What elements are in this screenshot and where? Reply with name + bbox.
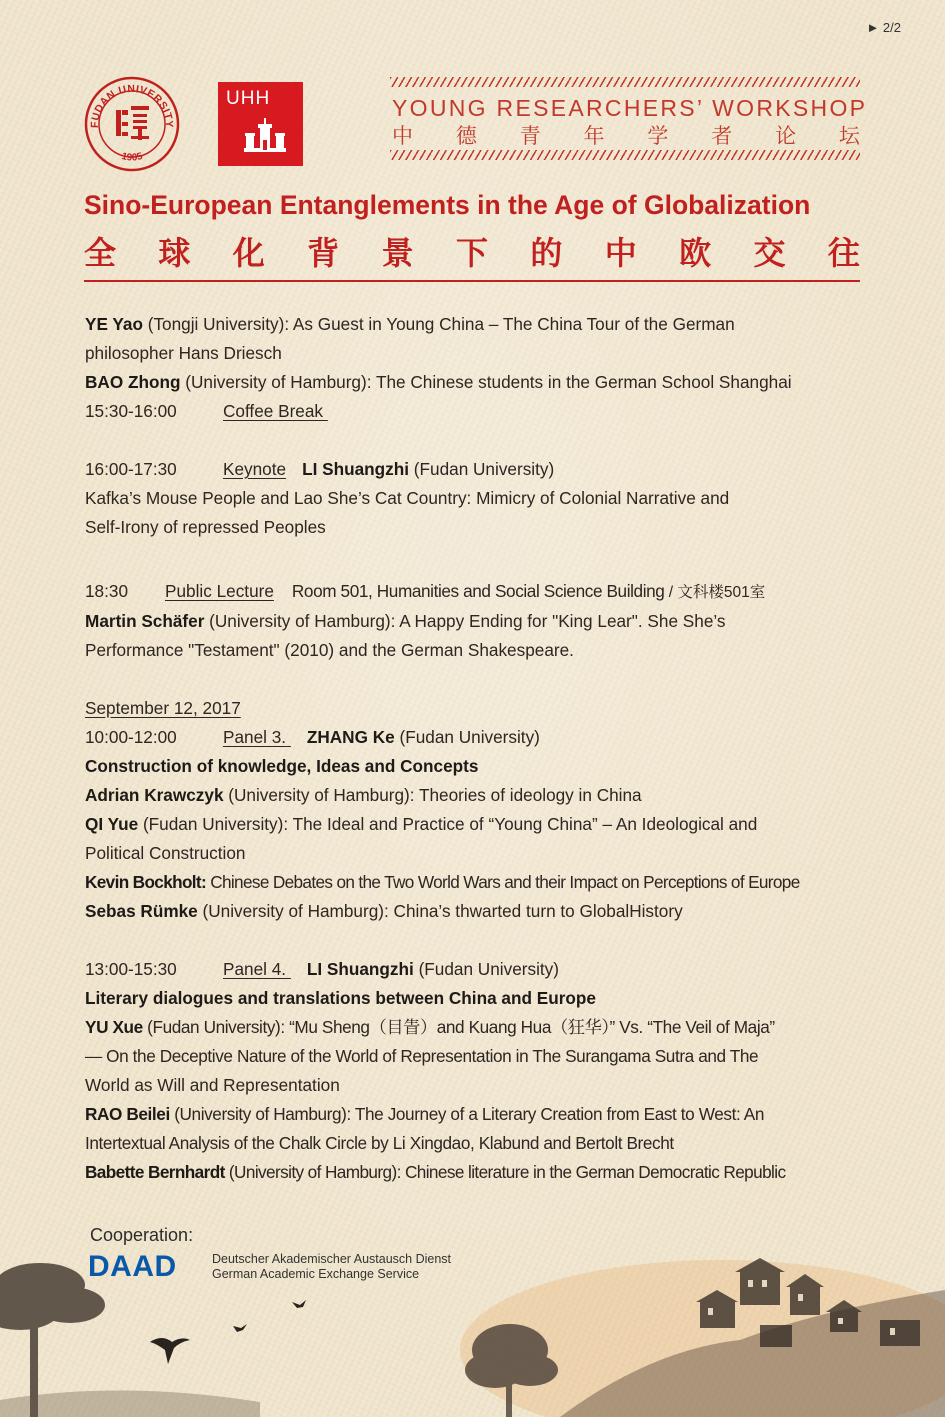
chair-name: ZHANG Ke <box>306 727 395 747</box>
talk-text: Kafka’s Mouse People and Lao She’s Cat Country: Mimicry of Colonial Narrative and <box>85 488 730 508</box>
program-line <box>85 484 875 513</box>
title-zh-char: 景 <box>381 235 414 271</box>
speaker-affiliation: (Fudan University) <box>409 459 555 479</box>
session-header-panel4 <box>85 955 875 984</box>
uhh-logo-text: UHH <box>226 88 271 109</box>
fudan-university-seal <box>84 76 180 172</box>
session-header-keynote <box>85 455 875 484</box>
talk-text: (Tongji University): As Guest in Young China – The China Tour of the German <box>142 314 735 334</box>
title-zh-char: 背 <box>307 235 340 271</box>
chair-affiliation: (Fudan University) <box>413 959 559 979</box>
panel-theme-text: Construction of knowledge, Ideas and Concepts <box>85 756 479 776</box>
session-label: Public Lecture <box>165 581 274 601</box>
cooperation-label: Cooperation: <box>90 1225 194 1245</box>
program-line <box>85 810 875 839</box>
talk-text: (Fudan University): The Ideal and Practice of “Young China” – An Ideological and <box>138 814 758 834</box>
speaker-name: LI Shuangzhi <box>302 459 410 479</box>
session-header-coffee <box>85 397 875 426</box>
panel-theme <box>85 752 875 781</box>
session-header-panel3 <box>85 723 875 752</box>
workshop-zh-char: 青 <box>519 125 541 148</box>
talk-text: Performance "Testament" (2010) and the German Shakespeare. <box>85 640 574 660</box>
speaker-name: Kevin Bockholt: <box>85 872 207 892</box>
chair-affiliation: (Fudan University) <box>394 727 540 747</box>
speaker-name: QI Yue <box>85 814 139 834</box>
fudan-seal-year: 1905 <box>120 151 144 164</box>
program-line <box>85 339 875 368</box>
program-line <box>85 368 875 397</box>
panel-theme <box>85 984 875 1013</box>
talk-text: Intertextual Analysis of the Chalk Circle by Li Xingdao, Klabund and Bertolt Brecht <box>85 1133 674 1153</box>
talk-text: (University of Hamburg): China’s thwarted turn to GlobalHistory <box>197 901 683 921</box>
svg-text:1905 <box>120 151 144 164</box>
lecture-room-zh: / 文科楼501室 <box>664 584 766 601</box>
program-line <box>85 868 875 897</box>
panel-theme-text: Literary dialogues and translations between China and Europe <box>85 988 596 1008</box>
speaker-name: BAO Zhong <box>85 372 181 392</box>
hatch-band-bottom <box>390 150 860 160</box>
session-time: 15:30-16:00 <box>85 401 177 421</box>
title-zh-char: 下 <box>455 235 488 271</box>
program-line <box>85 607 875 636</box>
fudan-seal-text: FUDAN UNIVERSITY <box>88 82 176 129</box>
program-line <box>85 1129 875 1158</box>
chair-name: LI Shuangzhi <box>306 959 414 979</box>
bird-icon <box>233 1324 247 1332</box>
daad-logo: DAAD <box>88 1250 177 1283</box>
title-zh-char: 欧 <box>679 235 712 271</box>
workshop-zh-char: 德 <box>455 125 477 148</box>
title-rule <box>84 280 860 282</box>
talk-text: Political Construction <box>85 843 246 863</box>
program-line <box>85 636 875 665</box>
talk-text: (University of Hamburg): Chinese literature in the German Democratic Republic <box>224 1162 786 1182</box>
session-label: Coffee Break <box>223 401 324 421</box>
lecture-room: Room 501, Humanities and Social Science Building <box>291 581 665 601</box>
program-date: September 12, 2017 <box>85 698 241 718</box>
session-time: 16:00-17:30 <box>85 459 177 479</box>
page-indicator: ► 2/2 <box>866 20 901 35</box>
title-zh-char: 全 <box>84 235 117 271</box>
hamburg-castle-icon <box>218 82 303 166</box>
workshop-zh-char: 者 <box>711 125 733 148</box>
talk-text: Self-Irony of repressed Peoples <box>85 517 326 537</box>
program-line <box>85 1042 875 1071</box>
program-line <box>85 1158 875 1187</box>
speaker-name: Adrian Krawczyk <box>85 785 224 805</box>
program-line <box>85 310 875 339</box>
speaker-name: Martin Schäfer <box>85 611 205 631</box>
daad-name-de: Deutscher Akademischer Austausch Dienst <box>212 1252 452 1266</box>
talk-text: Chinese Debates on the Two World Wars and their Impact on Perceptions of Europe <box>206 872 800 892</box>
session-label: Panel 3. <box>223 727 287 747</box>
program-content <box>85 310 875 1187</box>
workshop-zh-char: 论 <box>775 125 797 148</box>
main-title-en: Sino-European Entanglements in the Age of Globalization <box>84 190 811 220</box>
workshop-zh-char: 中 <box>392 125 413 148</box>
talk-text: philosopher Hans Driesch <box>85 343 282 363</box>
session-header-lecture <box>85 577 875 607</box>
hatch-band-top <box>390 77 860 87</box>
title-zh-char: 中 <box>604 235 637 271</box>
bird-icon <box>292 1300 306 1308</box>
title-zh-char: 化 <box>232 235 265 271</box>
speaker-name: Babette Bernhardt <box>85 1162 225 1182</box>
session-time: 10:00-12:00 <box>85 727 177 747</box>
program-line <box>85 1071 875 1100</box>
speaker-name: RAO Beilei <box>85 1104 170 1124</box>
talk-text: — On the Deceptive Nature of the World of Representation in The Surangama Sutra and The <box>85 1046 759 1066</box>
talk-text: (University of Hamburg): The Journey of a Literary Creation from East to West: An <box>169 1104 764 1124</box>
workshop-zh-char: 坛 <box>838 125 860 148</box>
workshop-title-zh <box>392 120 860 150</box>
title-zh-char: 的 <box>530 235 563 271</box>
program-line <box>85 1100 875 1129</box>
title-zh-char: 往 <box>827 235 860 271</box>
speaker-name: YU Xue <box>85 1017 143 1037</box>
main-title-zh <box>84 228 860 274</box>
program-line <box>85 897 875 926</box>
talk-text: World as Will and Representation <box>85 1075 340 1095</box>
session-label: Panel 4. <box>223 959 287 979</box>
workshop-zh-char: 年 <box>583 125 605 148</box>
talk-text: (University of Hamburg): A Happy Ending for "King Lear". She She’s <box>204 611 726 631</box>
speaker-name: Sebas Rümke <box>85 901 198 921</box>
title-zh-char: 交 <box>753 235 786 271</box>
crane-bird-icon <box>150 1338 190 1364</box>
session-time: 18:30 <box>85 581 129 601</box>
talk-text: (Fudan University): “Mu Sheng（目眚）and Kuang Hua（狂华）” Vs. “The Veil of Maja” <box>142 1017 775 1037</box>
uhh-logo <box>218 82 303 166</box>
program-line <box>85 839 875 868</box>
workshop-zh-char: 学 <box>647 125 669 148</box>
session-label: Keynote <box>223 459 287 479</box>
program-line <box>85 1013 875 1042</box>
workshop-title-en: YOUNG RESEARCHERS’ WORKSHOP <box>392 95 868 121</box>
talk-text: (University of Hamburg): Theories of ideology in China <box>223 785 642 805</box>
talk-text: (University of Hamburg): The Chinese students in the German School Shanghai <box>180 372 792 392</box>
session-time: 13:00-15:30 <box>85 959 177 979</box>
daad-name-en: German Academic Exchange Service <box>212 1267 420 1281</box>
title-zh-char: 球 <box>158 235 191 271</box>
speaker-name: YE Yao <box>85 314 143 334</box>
program-line <box>85 513 875 542</box>
program-line <box>85 781 875 810</box>
